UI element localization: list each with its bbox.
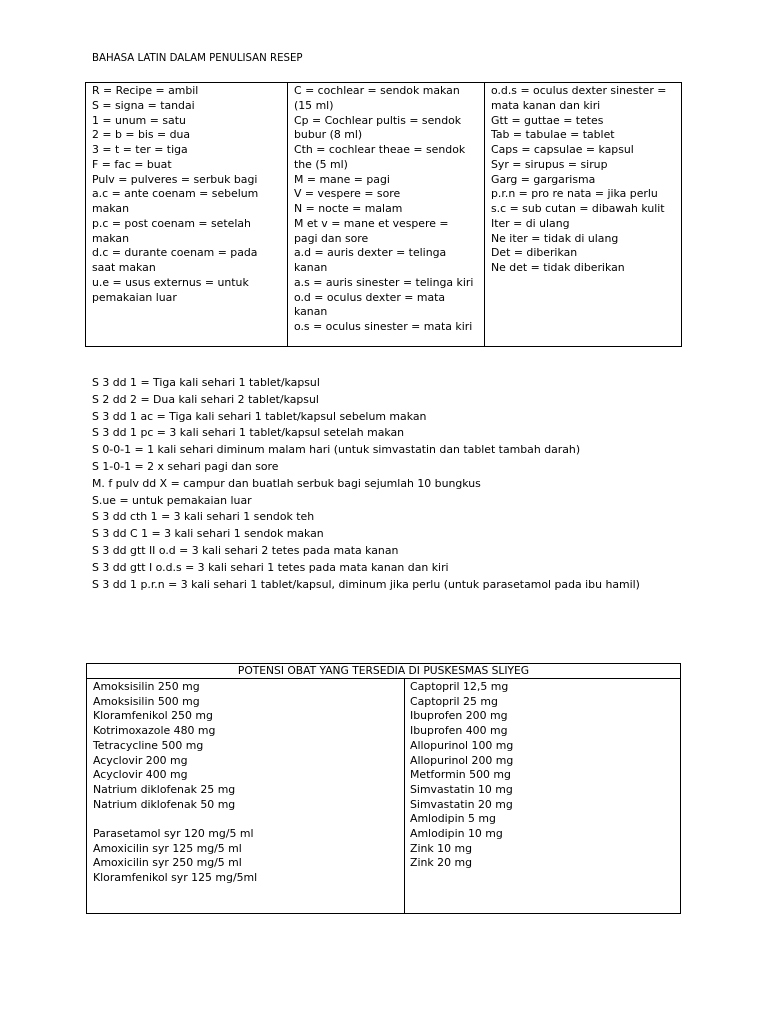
- text-line: makan: [92, 202, 129, 215]
- text-line: Amlodipin 10 mg: [410, 827, 503, 841]
- text-line: S 3 dd 1 = Tiga kali sehari 1 tablet/kapsul: [92, 376, 320, 389]
- text-line: Pulv = pulveres = serbuk bagi: [92, 172, 258, 186]
- text-line: Cp = Cochlear pultis = sendok: [294, 113, 462, 127]
- text-line: 1 = unum = satu: [92, 113, 186, 127]
- text-line: a.c = ante coenam = sebelum: [92, 187, 259, 201]
- text-line: S 3 dd 1 pc = 3 kali sehari 1 tablet/kapsul setelah makan: [92, 426, 405, 440]
- dosage-instructions-list: [92, 375, 640, 593]
- text-line: S 3 dd C 1 = 3 kali sehari 1 sendok makan: [92, 527, 324, 541]
- text-line: S 3 dd 1 p.r.n = 3 kali sehari 1 tablet/kapsul, diminum jika perlu (untuk parasetamol pada ibu hamil): [92, 577, 640, 591]
- drug-group-tablets: [93, 680, 400, 812]
- text-line: S = signa = tandai: [92, 98, 195, 112]
- text-line: S 3 dd gtt I o.d.s = 3 kali sehari 1 tetes pada mata kanan dan kiri: [92, 560, 449, 574]
- text-line: Kotrimoxazole 480 mg: [93, 724, 216, 738]
- drug-column-2: [405, 679, 680, 914]
- text-line: Amoxicilin syr 125 mg/5 ml: [93, 841, 242, 855]
- text-line: a.s = auris sinester = telinga kiri: [294, 275, 474, 289]
- text-line: S 3 dd gtt II o.d = 3 kali sehari 2 tetes pada mata kanan: [92, 543, 399, 557]
- text-line: Kloramfenikol 250 mg: [93, 709, 213, 723]
- text-line: S 0-0-1 = 1 kali sehari diminum malam hari (untuk simvastatin dan tablet tambah darah): [92, 443, 581, 457]
- text-line: o.s = oculus sinester = mata kiri: [294, 320, 473, 333]
- text-line: S.ue = untuk pemakaian luar: [92, 493, 252, 507]
- text-line: Amoksisilin 500 mg: [93, 694, 200, 708]
- text-line: M = mane = pagi: [294, 172, 390, 186]
- text-line: M. f pulv dd X = campur dan buatlah serbuk bagi sejumlah 10 bungkus: [92, 476, 481, 490]
- text-line: Metformin 500 mg: [410, 768, 511, 782]
- text-line: Allopurinol 200 mg: [410, 753, 514, 767]
- latin-terms-column-3: [484, 83, 681, 346]
- text-line: Garg = gargarisma: [491, 172, 596, 186]
- text-line: Gtt = guttae = tetes: [491, 113, 604, 127]
- text-line: Tetracycline 500 mg: [93, 738, 204, 752]
- text-line: makan: [92, 231, 129, 245]
- drug-table-title: POTENSI OBAT YANG TERSEDIA DI PUSKESMAS SLIYEG: [87, 664, 680, 679]
- latin-terms-column-1: [86, 83, 287, 346]
- text-line: V = vespere = sore: [294, 187, 401, 201]
- text-line: Acyclovir 200 mg: [93, 753, 188, 767]
- text-line: M et v = mane et vespere =: [294, 216, 449, 230]
- drug-availability-table: [86, 663, 681, 914]
- text-line: Simvastatin 20 mg: [410, 797, 513, 811]
- text-line: Zink 20 mg: [410, 856, 472, 870]
- text-line: s.c = sub cutan = dibawah kulit: [491, 202, 665, 215]
- text-line: o.d = oculus dexter = mata: [294, 290, 446, 304]
- text-line: bubur (8 ml): [294, 128, 363, 142]
- document-title: BAHASA LATIN DALAM PENULISAN RESEP: [92, 53, 303, 64]
- text-line: Ne det = tidak diberikan: [491, 261, 625, 274]
- text-line: S 2 dd 2 = Dua kali sehari 2 tablet/kapsul: [92, 392, 319, 406]
- text-line: pemakaian luar: [92, 290, 177, 304]
- text-line: Simvastatin 10 mg: [410, 782, 513, 796]
- text-line: Det = diberikan: [491, 246, 578, 260]
- text-line: o.d.s = oculus dexter sinester =: [491, 84, 667, 97]
- text-line: saat makan: [92, 261, 156, 274]
- text-line: Allopurinol 100 mg: [410, 738, 514, 752]
- text-line: S 1-0-1 = 2 x sehari pagi dan sore: [92, 459, 279, 473]
- drug-group-syrups: [93, 827, 400, 886]
- text-line: Amoxicilin syr 250 mg/5 ml: [93, 856, 242, 870]
- text-line: 3 = t = ter = tiga: [92, 143, 188, 156]
- text-line: R = Recipe = ambil: [92, 84, 199, 97]
- text-line: kanan: [294, 305, 328, 319]
- text-line: p.r.n = pro re nata = jika perlu: [491, 187, 658, 201]
- text-line: u.e = usus externus = untuk: [92, 275, 249, 289]
- drug-group-spacer: [93, 812, 400, 827]
- text-line: (15 ml): [294, 98, 334, 112]
- text-line: Iter = di ulang: [491, 216, 570, 230]
- text-line: kanan: [294, 261, 328, 274]
- text-line: Captopril 12,5 mg: [410, 680, 509, 693]
- text-line: Ibuprofen 200 mg: [410, 709, 508, 723]
- drug-table-body: [87, 679, 680, 914]
- text-line: a.d = auris dexter = telinga: [294, 246, 447, 260]
- text-line: C = cochlear = sendok makan: [294, 84, 460, 97]
- text-line: S 3 dd 1 ac = Tiga kali sehari 1 tablet/kapsul sebelum makan: [92, 409, 427, 423]
- text-line: Cth = cochlear theae = sendok: [294, 143, 466, 156]
- text-line: Kloramfenikol syr 125 mg/5ml: [93, 871, 258, 885]
- text-line: 2 = b = bis = dua: [92, 128, 191, 142]
- latin-terms-table: [85, 82, 682, 347]
- text-line: the (5 ml): [294, 157, 348, 171]
- text-line: d.c = durante coenam = pada: [92, 246, 258, 260]
- text-line: Ibuprofen 400 mg: [410, 724, 508, 738]
- text-line: Natrium diklofenak 25 mg: [93, 782, 236, 796]
- text-line: Acyclovir 400 mg: [93, 768, 188, 782]
- text-line: Amlodipin 5 mg: [410, 812, 496, 826]
- text-line: S 3 dd cth 1 = 3 kali sehari 1 sendok teh: [92, 510, 315, 524]
- latin-terms-column-2: [287, 83, 484, 346]
- text-line: Ne iter = tidak di ulang: [491, 231, 619, 245]
- text-line: Zink 10 mg: [410, 841, 472, 855]
- text-line: Caps = capsulae = kapsul: [491, 143, 634, 156]
- drug-column-1: [87, 679, 405, 914]
- text-line: Tab = tabulae = tablet: [491, 128, 615, 142]
- text-line: p.c = post coenam = setelah: [92, 216, 251, 230]
- text-line: Captopril 25 mg: [410, 694, 498, 708]
- text-line: pagi dan sore: [294, 231, 369, 245]
- text-line: Parasetamol syr 120 mg/5 ml: [93, 827, 254, 841]
- text-line: mata kanan dan kiri: [491, 98, 601, 112]
- text-line: Syr = sirupus = sirup: [491, 157, 608, 171]
- text-line: N = nocte = malam: [294, 202, 403, 215]
- text-line: F = fac = buat: [92, 157, 172, 171]
- text-line: Amoksisilin 250 mg: [93, 680, 200, 693]
- text-line: Natrium diklofenak 50 mg: [93, 797, 236, 811]
